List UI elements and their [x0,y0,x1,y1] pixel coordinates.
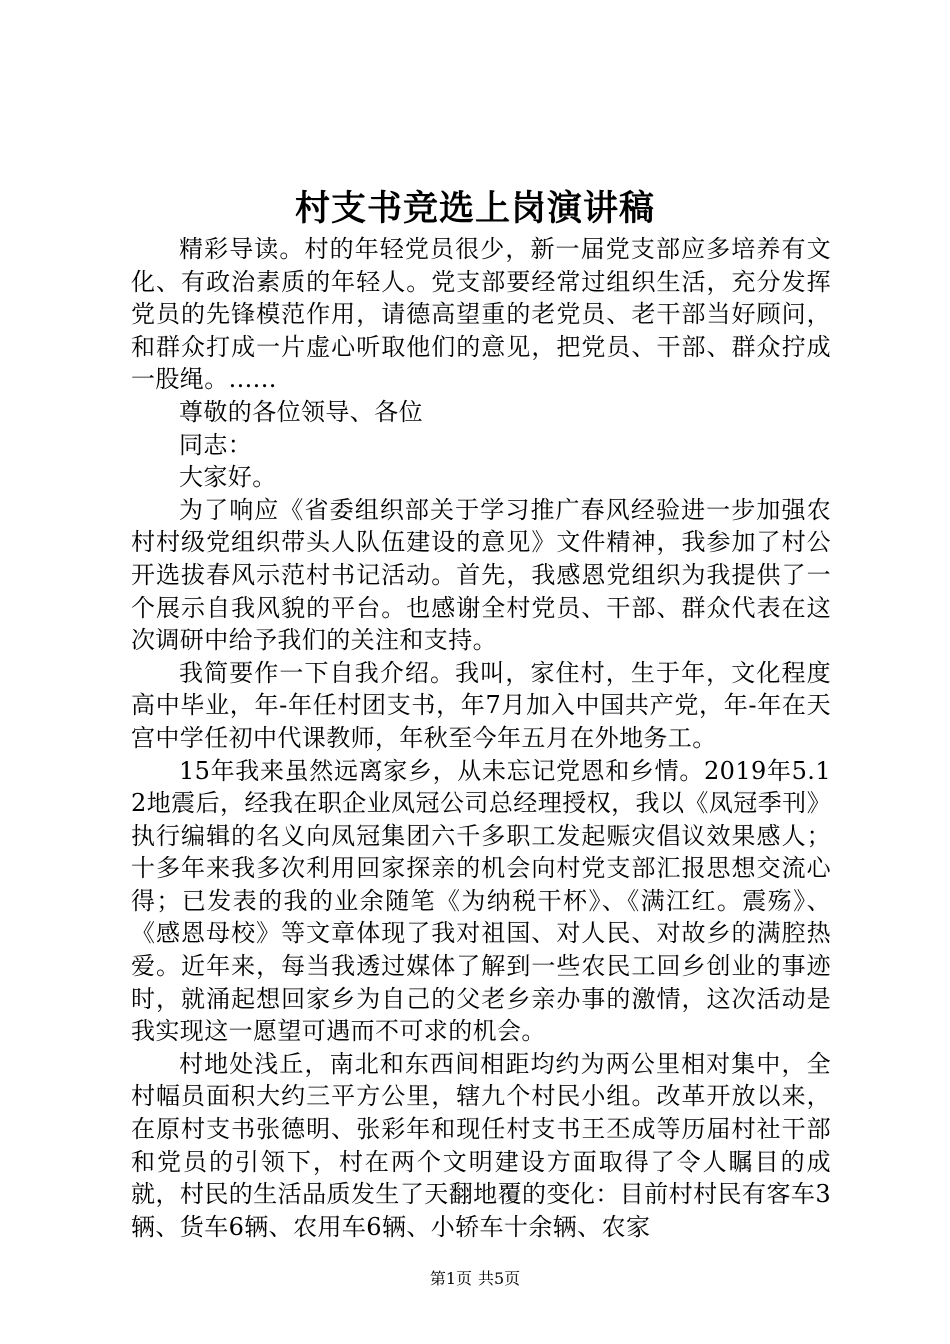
paragraph-greeting: 大家好。 [179,463,277,492]
paragraph-village: 村地处浅丘，南北和东西间相距均约为两公里相对集中，全村幅员面积大约三平方公里，辖九个村民小组。改革开放以来，在原村支书张德明、张彩年和现任村支书王丕成等历届村社干部和党员的引领下，村在两个文明建设方面取得了令人瞩目的成就，村民的生活品质发生了天翻地覆的变化：目前村村民有客车3辆、货车6辆、农用车6辆、小轿车十余辆、农家 [131,1049,831,1241]
paragraph-intro: 精彩导读。村的年轻党员很少，新一届党支部应多培养有文化、有政治素质的年轻人。党支部要经常过组织生活，充分发挥党员的先锋模范作用，请德高望重的老党员、老干部当好顾问，和群众打成一片虚心听取他们的意见，把党员、干部、群众拧成一股绳。...... [131,235,831,394]
paragraph-experience: 15年我来虽然远离家乡，从未忘记党恩和乡情。2019年5.12地震后，经我在职企业凤冠公司总经理授权，我以《凤冠季刊》执行编辑的名义向凤冠集团六千多职工发起赈灾倡议效果感人；十多年来我多次利用回家探亲的机会向村党支部汇报思想交流心得；已发表的我的业余随笔《为纳税干杯》、《满江红。震殇》、《感恩母校》等文章体现了我对祖国、对人民、对故乡的满腔热爱。近年来，每当我透过媒体了解到一些农民工回乡创业的事迹时，就涌起想回家乡为自己的父老乡亲办事的激情，这次活动是我实现这一愿望可遇而不可求的机会。 [131,756,831,1046]
paragraph-salutation: 尊敬的各位领导、各位 [179,397,423,426]
paragraph-salutation-cont: 同志： [179,430,253,459]
page-total: 共5页 [478,1269,521,1288]
document-title: 村支书竞选上岗演讲稿 [294,188,655,229]
paragraph-self-intro: 我简要作一下自我介绍。我叫，家住村，生于年，文化程度高中毕业，年-年任村团支书，年7月加入中国共产党，年-年在天宫中学任初中代课教师，年秋至今年五月在外地务工。 [131,658,831,752]
page-number: 第1页 [429,1269,472,1288]
document-body [131,233,831,1243]
page-footer [0,1268,950,1290]
paragraph-purpose: 为了响应《省委组织部关于学习推广春风经验进一步加强农村村级党组织带头人队伍建设的意见》文件精神，我参加了村公开选拔春风示范村书记活动。首先，我感恩党组织为我提供了一个展示自我风貌的平台。也感谢全村党员、干部、群众代表在这次调研中给予我们的关注和支持。 [131,495,831,655]
